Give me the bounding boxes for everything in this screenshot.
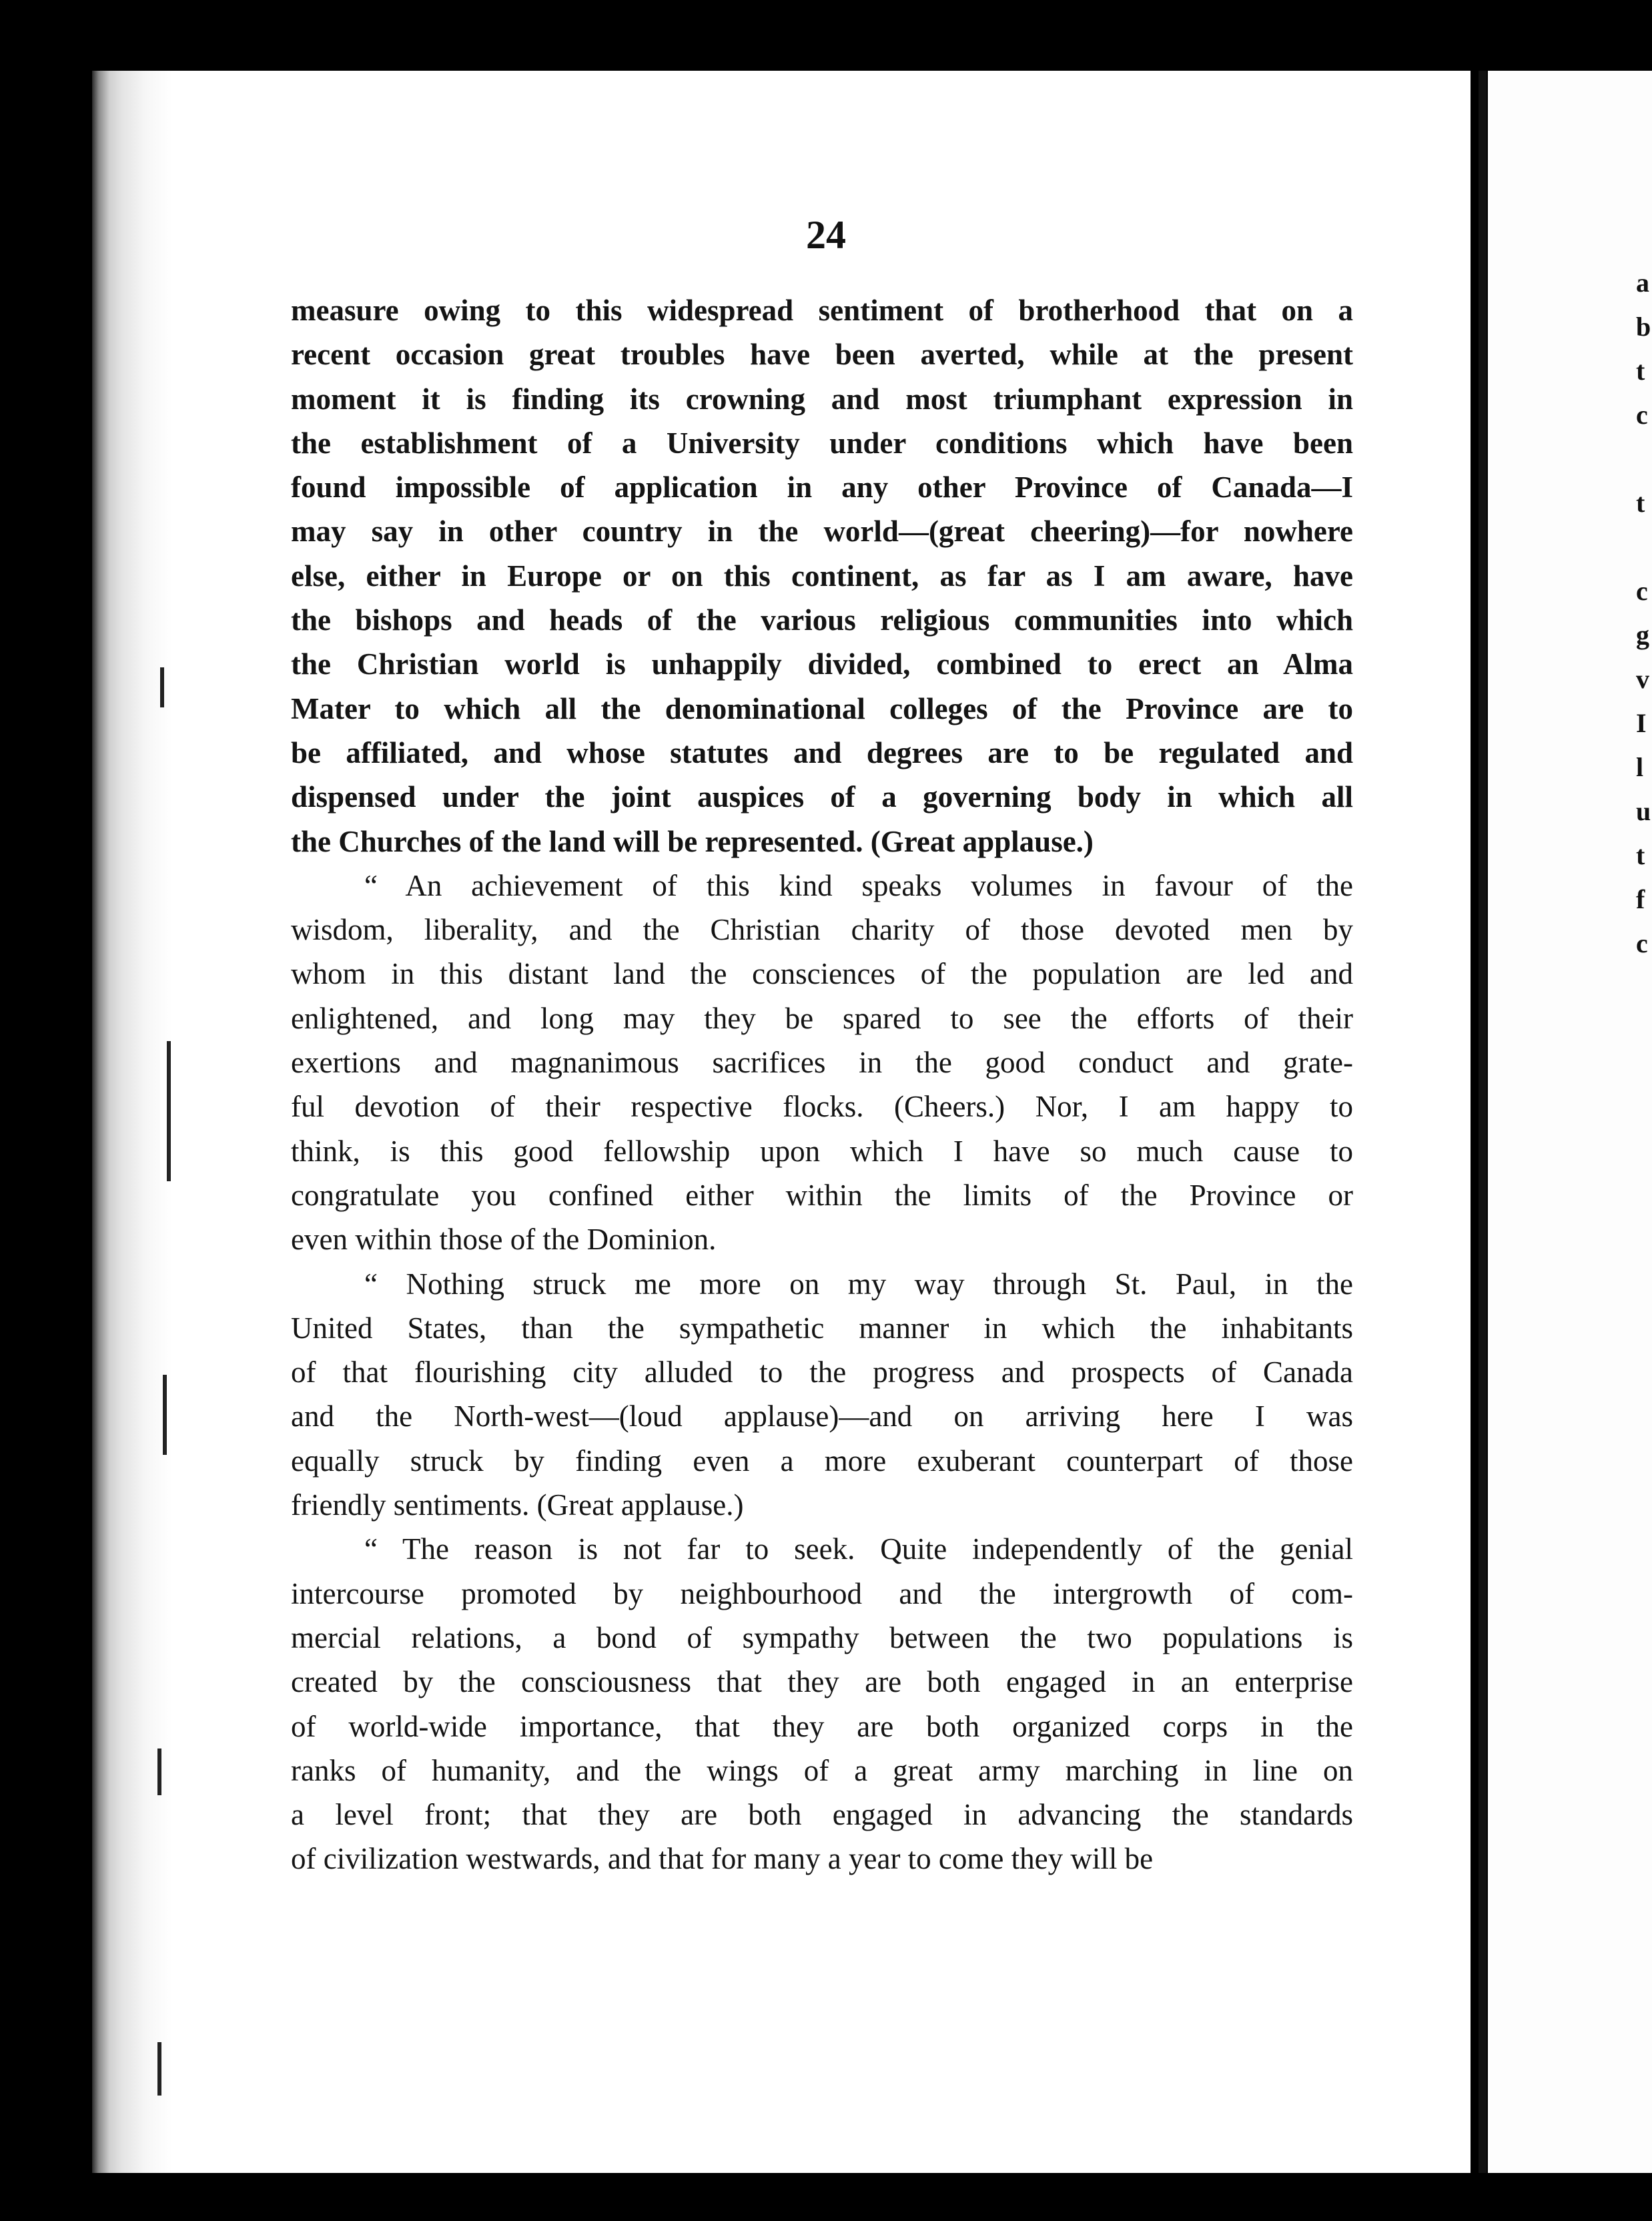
page-number: 24 — [806, 213, 846, 257]
text-line: wisdom, liberality, and the Christian charity of those devoted men by — [291, 913, 1353, 947]
text-line: ful devotion of their respective flocks. (Cheers.) Nor, I am happy to — [291, 1090, 1353, 1124]
text-line: moment it is finding its crowning and most triumphant expression in — [291, 382, 1353, 416]
text-line: equally struck by finding even a more exuberant counterpart of those — [291, 1444, 1353, 1478]
text-line: the establishment of a University under conditions which have been — [291, 426, 1353, 460]
adjacent-page-letter: t — [1636, 356, 1645, 386]
paragraph — [291, 288, 1353, 864]
text-line: of world-wide importance, that they are both organized corps in the — [291, 1709, 1353, 1743]
adjacent-page-letter: c — [1636, 576, 1648, 606]
text-line: measure owing to this widespread sentiment of brotherhood that on a — [291, 294, 1353, 327]
adjacent-page-letter: g — [1636, 620, 1649, 650]
text-line: be affiliated, and whose statutes and degrees are to be regulated and — [291, 735, 1353, 769]
adjacent-page-letter: u — [1636, 796, 1651, 826]
binding-mark — [160, 667, 164, 707]
text-line: mercial relations, a bond of sympathy between the two populations is — [291, 1620, 1353, 1654]
text-line: of that flourishing city alluded to the progress and prospects of Canada — [291, 1355, 1353, 1389]
adjacent-page-letter: l — [1636, 752, 1644, 782]
adjacent-page-letter: c — [1636, 928, 1648, 958]
paragraph — [291, 864, 1353, 1262]
text-line: and the North-west—(loud applause)—and on arriving here I was — [291, 1399, 1353, 1434]
text-line: United States, than the sympathetic manner in which the inhabitants — [291, 1311, 1353, 1345]
body-text — [291, 288, 1353, 1881]
binding-mark — [157, 2042, 161, 2096]
text-line: “ The reason is not far to seek. Quite independently of the genial — [364, 1532, 1353, 1566]
text-line: recent occasion great troubles have been averted, while at the present — [291, 338, 1353, 372]
adjacent-page-letter: I — [1636, 708, 1647, 738]
adjacent-page-letter: f — [1636, 884, 1645, 914]
adjacent-page-letter: t — [1636, 840, 1645, 870]
adjacent-page-letter: t — [1636, 488, 1645, 518]
text-line: even within those of the Dominion. — [291, 1223, 717, 1257]
text-line: the Churches of the land will be represented. (Great applause.) — [291, 824, 1094, 858]
text-line: may say in other country in the world—(great cheering)—for nowhere — [291, 515, 1353, 549]
paragraph — [291, 1527, 1353, 1881]
text-line: created by the consciousness that they are both engaged in an enterprise — [291, 1665, 1353, 1699]
adjacent-page-letter: v — [1636, 664, 1649, 694]
text-line: ranks of humanity, and the wings of a great army marching in line on — [291, 1753, 1353, 1787]
text-line: found impossible of application in any other Province of Canada—I — [291, 470, 1353, 505]
text-line: congratulate you confined either within the limits of the Province or — [291, 1178, 1353, 1212]
text-line: friendly sentiments. (Great applause.) — [291, 1488, 744, 1522]
binding-mark — [163, 1375, 167, 1455]
text-line: of civilization westwards, and that for many a year to come they will be — [291, 1842, 1154, 1876]
binding-mark — [167, 1041, 171, 1181]
text-line: the bishops and heads of the various religious communities into which — [291, 603, 1353, 637]
paragraph — [291, 1262, 1353, 1528]
text-line: the Christian world is unhappily divided, combined to erect an Alma — [291, 647, 1353, 681]
adjacent-page-letter: b — [1636, 312, 1651, 342]
adjacent-page-letter: c — [1636, 400, 1648, 430]
text-line: “ An achievement of this kind speaks volumes in favour of the — [364, 868, 1353, 902]
text-line: else, either in Europe or on this continent, as far as I am aware, have — [291, 559, 1353, 593]
text-line: a level front; that they are both engaged in advancing the standards — [291, 1798, 1353, 1832]
binding-mark — [157, 1749, 161, 1795]
adjacent-page-letter: a — [1636, 268, 1649, 298]
text-line: enlightened, and long may they be spared to see the efforts of their — [291, 1001, 1353, 1035]
page-binding-edge — [92, 71, 172, 2173]
adjacent-page-fragment — [1488, 71, 1652, 2173]
text-line: intercourse promoted by neighbourhood and the intergrowth of com- — [291, 1576, 1353, 1610]
text-line: dispensed under the joint auspices of a governing body in which all — [291, 780, 1353, 814]
text-line: exertions and magnanimous sacrifices in the good conduct and grate- — [291, 1046, 1353, 1080]
text-line: “ Nothing struck me more on my way through St. Paul, in the — [364, 1267, 1353, 1301]
text-line: whom in this distant land the consciences of the population are led and — [291, 957, 1353, 991]
page-gutter-line — [1479, 71, 1487, 2173]
text-line: think, is this good fellowship upon which I have so much cause to — [291, 1134, 1353, 1168]
text-line: Mater to which all the denominational colleges of the Province are to — [291, 691, 1353, 725]
